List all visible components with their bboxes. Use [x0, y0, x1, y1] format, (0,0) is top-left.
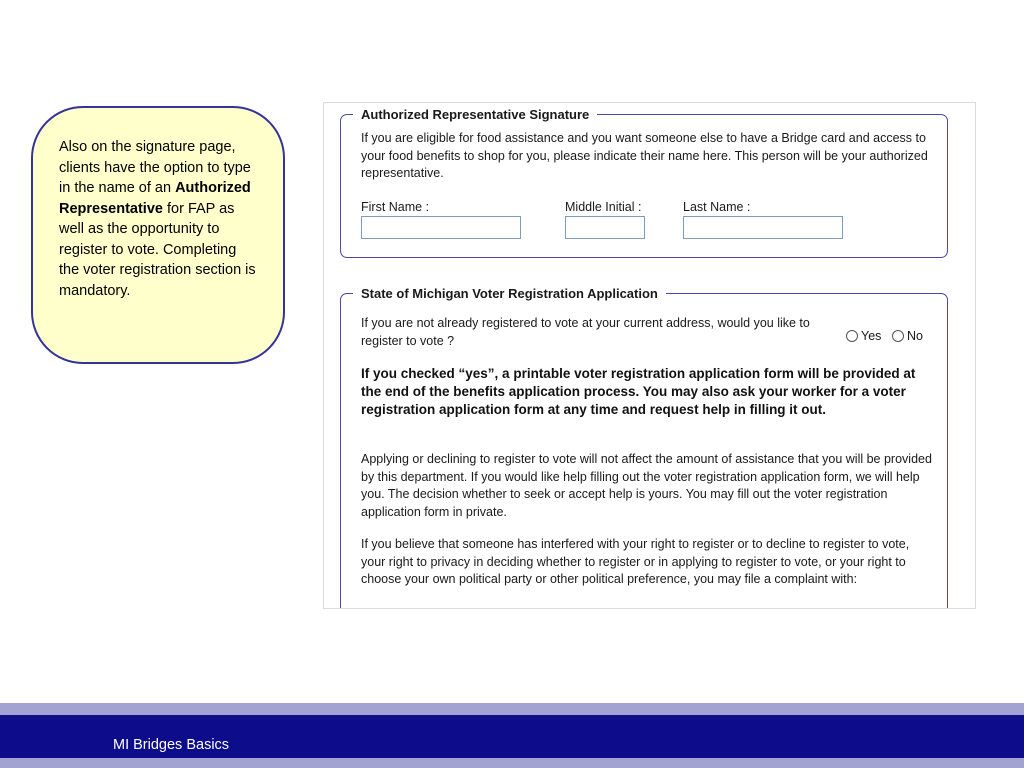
- callout-text: Also on the signature page, clients have the option to type in the name of an: [59, 139, 251, 196]
- form-screenshot: [323, 102, 976, 609]
- voter-notice: If you checked “yes”, a printable voter registration application form will be provided at the end of the benefits application process. You may also ask your worker for a voter registration application form at any time and request help in filling it out.: [361, 366, 916, 417]
- footer-title: MI Bridges Basics: [113, 737, 230, 753]
- radio-yes[interactable]: [846, 329, 881, 343]
- last-name-label: Last Name :: [683, 200, 751, 214]
- first-name-field[interactable]: [361, 216, 521, 239]
- radio-no-circle[interactable]: [892, 330, 904, 342]
- voter-question: If you are not already registered to vote at your current address, would you like to register to vote ?: [361, 316, 810, 348]
- callout-text-end: for FAP as well as the opportunity to register to vote. Completing the voter registration section is mandatory.: [59, 200, 256, 299]
- radio-yes-label: Yes: [861, 329, 882, 343]
- last-name-field[interactable]: [683, 216, 843, 239]
- authorized-rep-description: If you are eligible for food assistance and you want someone else to have a Bridge card and access to your food benefits to shop for you, please indicate their name here. This person will be your authorized representative.: [361, 131, 928, 180]
- footer-band-bottom: [0, 758, 1024, 768]
- footer-band-top: [0, 703, 1024, 715]
- radio-yes-circle[interactable]: [846, 330, 858, 342]
- middle-initial-label: Middle Initial :: [565, 200, 642, 214]
- section-legend: State of Michigan Voter Registration Application: [361, 286, 658, 301]
- callout-bubble: [31, 106, 285, 364]
- section-legend: Authorized Representative Signature: [361, 107, 590, 122]
- first-name-label: First Name :: [361, 200, 430, 214]
- middle-initial-field[interactable]: [565, 216, 645, 239]
- voter-paragraph-2: If you believe that someone has interfered with your right to register or to decline to register to vote, your right to privacy in deciding whether to register or in applying to register to vote, or your right to choose your own political party or other political preference, you may file a complaint with:: [361, 537, 910, 586]
- voter-paragraph-1: Applying or declining to register to vote will not affect the amount of assistance that you will be provided by this department. If you would like help filling out the voter registration application form, we will help you. The decision whether to seek or accept help is yours. You may fill out the voter registration application form in private.: [361, 452, 932, 519]
- callout-bold-term: Authorized Representative: [59, 180, 251, 217]
- radio-no[interactable]: [892, 329, 923, 343]
- radio-no-label: No: [907, 329, 923, 343]
